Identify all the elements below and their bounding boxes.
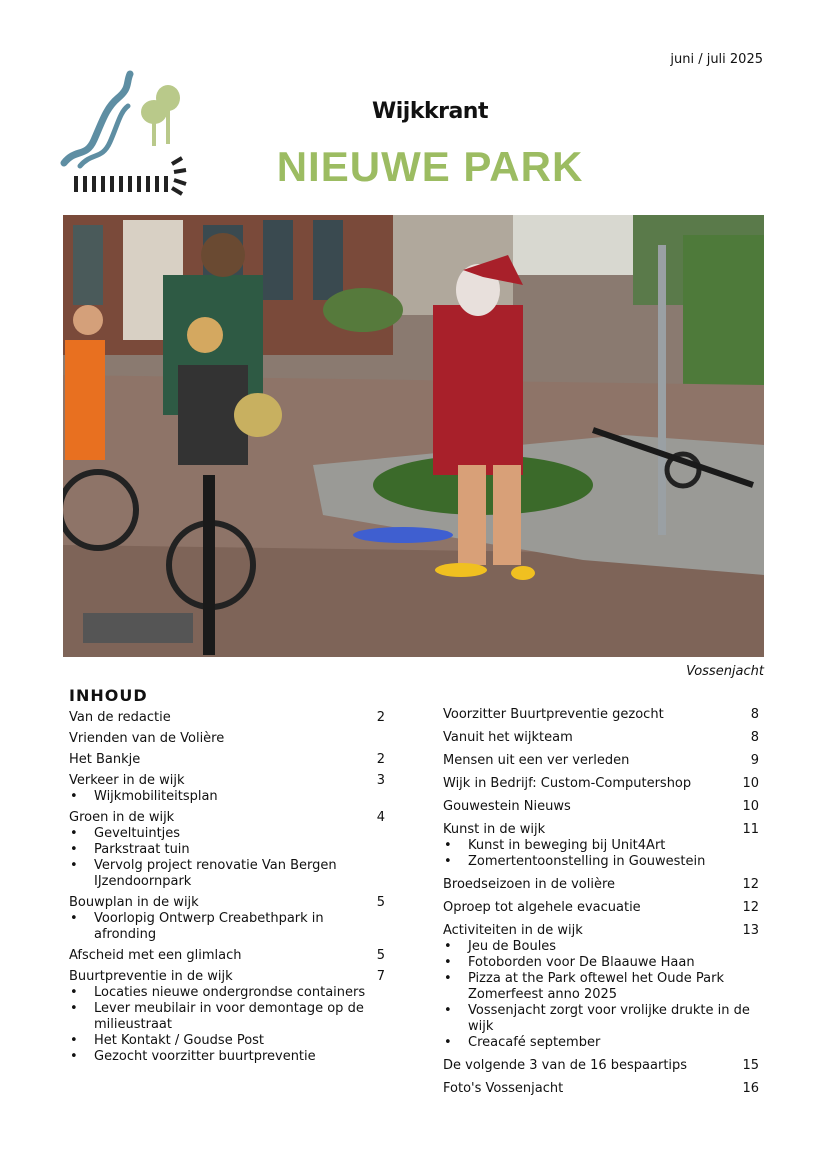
toc-entry-page: 5 — [376, 895, 385, 910]
toc-entry[interactable] — [443, 900, 759, 916]
toc-entry[interactable] — [443, 1081, 759, 1097]
toc-entry-title: Buurtpreventie in de wijk — [69, 969, 233, 984]
toc-entry[interactable] — [69, 731, 385, 747]
toc-entry-title: Vrienden van de Volière — [69, 731, 225, 746]
toc-sub-item: • Pizza at the Park oftewel het Oude Park Zomerfeest anno 2025 — [443, 971, 759, 1003]
toc-sub-item: • Het Kontakt / Goudse Post — [69, 1033, 385, 1049]
toc-entry-row — [69, 752, 385, 768]
toc-entry-page: 4 — [376, 810, 385, 825]
toc-entry-row — [443, 707, 759, 723]
toc-sub-item: • Voorlopig Ontwerp Creabethpark in afronding — [69, 911, 385, 943]
toc-entry-row — [69, 710, 385, 726]
cover-photo — [63, 215, 764, 657]
toc-entry-page: 11 — [742, 822, 759, 837]
toc-entry-page: 12 — [742, 877, 759, 892]
toc-sub-list — [69, 911, 385, 943]
toc-entry-title: Vanuit het wijkteam — [443, 730, 573, 745]
toc-entry-row — [443, 822, 759, 838]
toc-entry-title: Verkeer in de wijk — [69, 773, 185, 788]
toc-entry-row — [69, 810, 385, 826]
toc-entry-row — [443, 730, 759, 746]
toc-sub-item: • Geveltuintjes — [69, 826, 385, 842]
toc-entry-title: Groen in de wijk — [69, 810, 175, 825]
toc-entry[interactable] — [69, 710, 385, 726]
toc-entry[interactable] — [443, 822, 759, 870]
toc-entry-title: Broedseizoen in de volière — [443, 877, 616, 892]
toc-entry-page: 2 — [376, 752, 385, 767]
toc-entry-row — [69, 731, 385, 747]
toc-heading: INHOUD — [69, 686, 148, 705]
toc-entry[interactable] — [443, 1058, 759, 1074]
toc-entry-page: 2 — [376, 710, 385, 725]
toc-entry-title: Gouwestein Nieuws — [443, 799, 571, 814]
toc-sub-item: • Kunst in beweging bij Unit4Art — [443, 838, 759, 854]
toc-entry[interactable] — [69, 948, 385, 964]
toc-entry-row — [443, 900, 759, 916]
toc-sub-list — [69, 985, 385, 1065]
toc-entry-title: Voorzitter Buurtpreventie gezocht — [443, 707, 664, 722]
toc-sub-item: • Locaties nieuwe ondergrondse containers — [69, 985, 385, 1001]
toc-entry-page: 8 — [750, 730, 759, 745]
toc-sub-list — [443, 838, 759, 870]
toc-entry-title: Oproep tot algehele evacuatie — [443, 900, 641, 915]
toc-entry[interactable] — [69, 895, 385, 943]
toc-entry-page: 10 — [742, 776, 759, 791]
toc-entry-page: 15 — [742, 1058, 759, 1073]
toc-entry-page — [363, 731, 385, 747]
newsletter-title: NIEUWE PARK — [276, 143, 584, 190]
toc-sub-item: • Creacafé september — [443, 1035, 759, 1051]
toc-sub-item: • Jeu de Boules — [443, 939, 759, 955]
toc-entry-title: Mensen uit een ver verleden — [443, 753, 630, 768]
toc-entry-row — [69, 948, 385, 964]
issue-date: juni / juli 2025 — [670, 52, 763, 67]
toc-entry-page: 3 — [376, 773, 385, 788]
toc-entry-title: Activiteiten in de wijk — [443, 923, 583, 938]
toc-entry[interactable] — [443, 753, 759, 769]
toc-entry-row — [443, 877, 759, 893]
toc-entry-row — [69, 969, 385, 985]
toc-entry-page: 8 — [750, 707, 759, 722]
wijk-logo-icon — [56, 68, 196, 196]
toc-entry-title: Van de redactie — [69, 710, 171, 725]
toc-sub-item: • Gezocht voorzitter buurtpreventie — [69, 1049, 385, 1065]
toc-entry-title: De volgende 3 van de 16 bespaartips — [443, 1058, 688, 1073]
toc-entry[interactable] — [69, 969, 385, 1065]
toc-sub-item: • Lever meubilair in voor demontage op de milieustraat — [69, 1001, 385, 1033]
toc-entry-row — [69, 773, 385, 789]
toc-entry-title: Afscheid met een glimlach — [69, 948, 242, 963]
toc-entry-title: Het Bankje — [69, 752, 141, 767]
toc-entry[interactable] — [69, 773, 385, 805]
toc-sub-list — [69, 789, 385, 805]
toc-sub-item: • Zomertentoonstelling in Gouwestein — [443, 854, 759, 870]
toc-entry[interactable] — [69, 810, 385, 890]
toc-entry[interactable] — [443, 730, 759, 746]
toc-entry-page: 10 — [742, 799, 759, 814]
toc-entry-page: 9 — [750, 753, 759, 768]
toc-entry-title: Foto's Vossenjacht — [443, 1081, 564, 1096]
toc-entry-page: 16 — [742, 1081, 759, 1096]
toc-entry-row — [443, 753, 759, 769]
toc-sub-item: • Parkstraat tuin — [69, 842, 385, 858]
toc-entry-page: 12 — [742, 900, 759, 915]
toc-entry-row — [443, 923, 759, 939]
toc-entry-title: Wijk in Bedrijf: Custom-Computershop — [443, 776, 692, 791]
toc-entry-page: 13 — [742, 923, 759, 938]
toc-entry-row — [443, 776, 759, 792]
toc-entry-row — [69, 895, 385, 911]
toc-sub-item: • Vossenjacht zorgt voor vrolijke drukte in de wijk — [443, 1003, 759, 1035]
toc-entry[interactable] — [443, 707, 759, 723]
toc-entry[interactable] — [443, 776, 759, 792]
toc-entry[interactable] — [69, 752, 385, 768]
toc-sub-item: • Vervolg project renovatie Van Bergen IJzendoornpark — [69, 858, 385, 890]
toc-entry[interactable] — [443, 877, 759, 893]
toc-sub-item: • Fotoborden voor De Blaauwe Haan — [443, 955, 759, 971]
newsletter-subtitle: Wijkkrant — [372, 99, 488, 124]
toc-left-column — [69, 710, 385, 1070]
toc-entry-row — [443, 1081, 759, 1097]
toc-entry[interactable] — [443, 923, 759, 1051]
toc-sub-list — [443, 939, 759, 1051]
toc-entry-title: Bouwplan in de wijk — [69, 895, 199, 910]
toc-entry-title: Kunst in de wijk — [443, 822, 546, 837]
toc-sub-item: • Wijkmobiliteitsplan — [69, 789, 385, 805]
toc-sub-list — [69, 826, 385, 890]
toc-entry-page: 5 — [376, 948, 385, 963]
toc-entry-row — [443, 1058, 759, 1074]
toc-entry[interactable] — [443, 799, 759, 815]
toc-entry-row — [443, 799, 759, 815]
toc-right-column — [443, 707, 759, 1104]
photo-caption: Vossenjacht — [686, 664, 764, 679]
toc-entry-page: 7 — [376, 969, 385, 984]
